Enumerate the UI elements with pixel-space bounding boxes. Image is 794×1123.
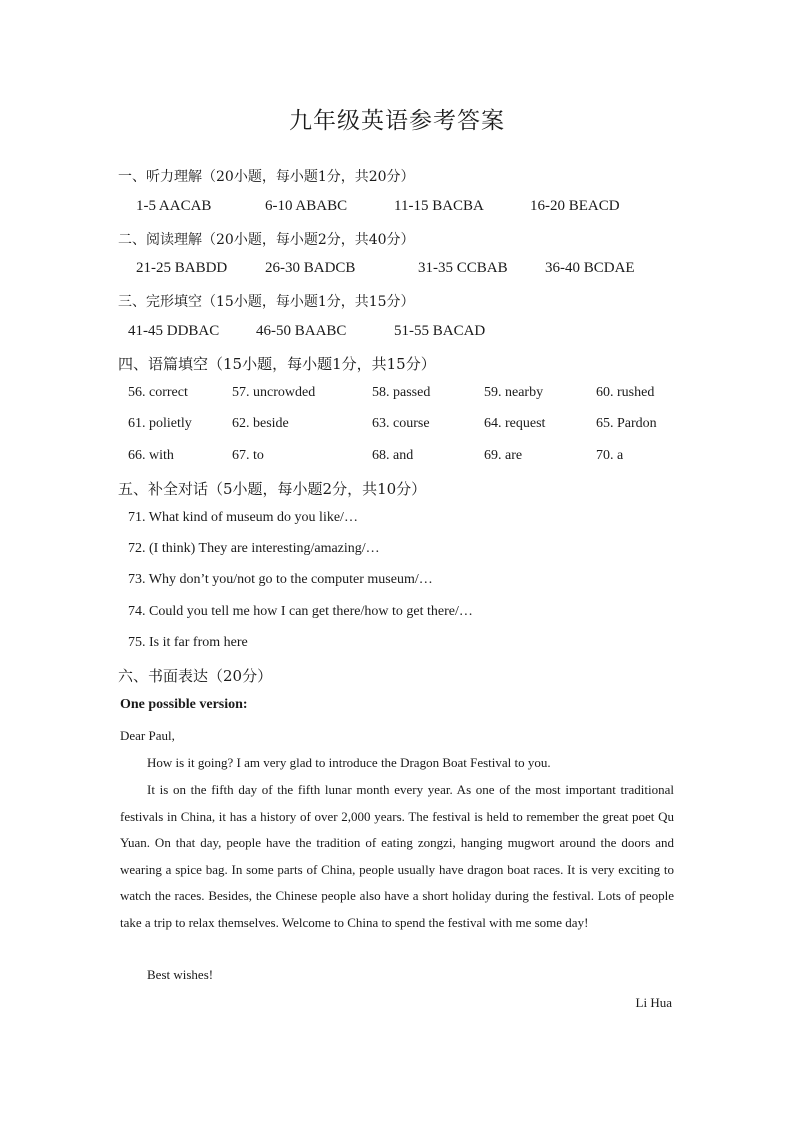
section-heading-reading: 二、阅读理解（20小题，每小题2分，共40分） <box>118 232 415 248</box>
dialogue-answer: 72. (I think) They are interesting/amazing/… <box>128 541 380 556</box>
letter-signature: Li Hua <box>635 995 672 1010</box>
dialogue-answer: 75. Is it far from here <box>128 635 248 650</box>
fill-answer: 63. course <box>372 416 430 431</box>
fill-answer: 58. passed <box>372 385 431 400</box>
section-heading-writing: 六、书面表达（20分） <box>118 667 273 685</box>
answer-group: 1-5 AACAB <box>136 198 212 214</box>
fill-answer: 56. correct <box>128 385 188 400</box>
fill-answer: 69. are <box>484 448 523 463</box>
dialogue-answer: 73. Why don’t you/not go to the computer museum/… <box>128 572 433 587</box>
letter-greeting: Dear Paul, <box>120 728 175 743</box>
answer-group: 46-50 BAABC <box>256 323 347 339</box>
section-heading-dialogue: 五、补全对话（5小题，每小题2分，共10分） <box>118 480 427 498</box>
section-heading-passage-fill: 四、语篇填空（15小题，每小题1分，共15分） <box>118 355 436 373</box>
fill-answer: 68. and <box>372 448 414 463</box>
fill-answer: 61. polietly <box>128 416 192 431</box>
answer-group: 21-25 BABDD <box>136 260 228 276</box>
fill-answer: 64. request <box>484 416 546 431</box>
letter-paragraph: It is on the fifth day of the fifth lunar month every year. As one of the most important traditional festivals in China, it has a history of over 2,000 years. The festival is held to remember the great poet Qu Yuan. On that day, people have the tradition of eating zongzi, hanging mugwort around the doors and wearing a spice bag. In some parts of China, people usually have dragon boat races. It is very exciting to watch the races. Besides, the Chinese people also have a short holiday during the festival. Lots of people take a trip to relax themselves. Welcome to China to spend the festival with me some day! <box>120 782 674 930</box>
fill-answer: 67. to <box>232 448 264 463</box>
answer-group: 6-10 ABABC <box>265 198 348 214</box>
answer-group: 51-55 BACAD <box>394 323 486 339</box>
fill-answer: 57. uncrowded <box>232 385 316 400</box>
answer-group: 31-35 CCBAB <box>418 260 508 276</box>
dialogue-answer: 71. What kind of museum do you like/… <box>128 510 358 525</box>
letter-paragraph: How is it going? I am very glad to introduce the Dragon Boat Festival to you. <box>147 755 551 770</box>
answer-group: 26-30 BADCB <box>265 260 356 276</box>
answer-group: 16-20 BEACD <box>530 198 620 214</box>
page-title: 九年级英语参考答案 <box>289 108 505 134</box>
answer-group: 11-15 BACBA <box>394 198 484 214</box>
fill-answer: 70. a <box>596 448 624 463</box>
fill-answer: 66. with <box>128 448 174 463</box>
version-label: One possible version: <box>120 697 248 712</box>
fill-answer: 60. rushed <box>596 385 655 400</box>
fill-answer: 62. beside <box>232 416 289 431</box>
section-heading-cloze: 三、完形填空（15小题，每小题1分，共15分） <box>118 294 415 310</box>
section-heading-listening: 一、听力理解（20小题，每小题1分，共20分） <box>118 169 415 185</box>
fill-answer: 65. Pardon <box>596 416 657 431</box>
dialogue-answer: 74. Could you tell me how I can get there/how to get there/… <box>128 604 473 619</box>
answer-group: 41-45 DDBAC <box>128 323 220 339</box>
letter-closing: Best wishes! <box>147 967 214 982</box>
answer-group: 36-40 BCDAE <box>545 260 635 276</box>
fill-answer: 59. nearby <box>484 385 544 400</box>
